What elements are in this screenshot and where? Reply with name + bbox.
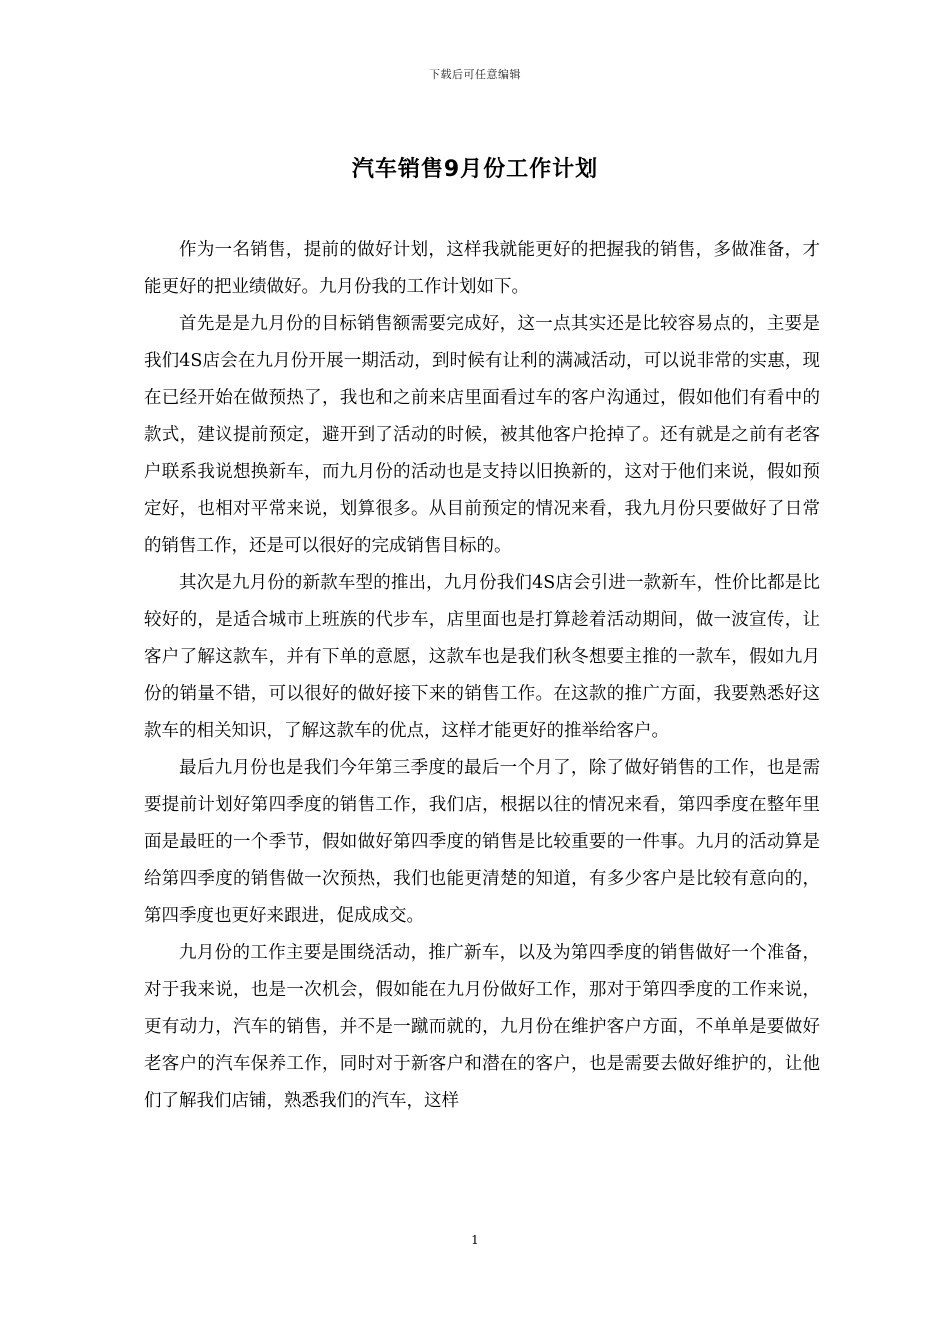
- paragraph-intro: 作为一名销售，提前的做好计划，这样我就能更好的把握我的销售，多做准备，才能更好的把业绩做好。九月份我的工作计划如下。: [144, 240, 820, 297]
- paragraph-fourth-quarter: 最后九月份也是我们今年第三季度的最后一个月了，除了做好销售的工作，也是需要提前计划好第四季度的销售工作，我们店，根据以往的情况来看，第四季度在整年里面是最旺的一个季节，假如做好第四季度的销售是比较重要的一件事。九月的活动算是给第四季度的销售做一次预热，我们也能更清楚的知道，有多少客户是比较有意向的，第四季度也更好来跟进，促成成交。: [144, 758, 820, 926]
- document-body: [144, 232, 820, 1120]
- paragraph-new-model: 其次是九月份的新款车型的推出，九月份我们4S店会引进一款新车，性价比都是比较好的，是适合城市上班族的代步车，店里面也是打算趁着活动期间，做一波宣传，让客户了解这款车，并有下单的意愿，这款车也是我们秋冬想要主推的一款车，假如九月份的销量不错，可以很好的做好接下来的销售工作。在这款的推广方面，我要熟悉好这款车的相关知识，了解这款车的优点，这样才能更好的推举给客户。: [144, 573, 820, 741]
- header-note: 下载后可任意编辑: [429, 68, 521, 81]
- paragraph-sales-target: 首先是是九月份的目标销售额需要完成好，这一点其实还是比较容易点的，主要是我们4S店会在九月份开展一期活动，到时候有让利的满减活动，可以说非常的实惠，现在已经开始在做预热了，我也和之前来店里面看过车的客户沟通过，假如他们有看中的款式，建议提前预定，避开到了活动的时候，被其他客户抢掉了。还有就是之前有老客户联系我说想换新车，而九月份的活动也是支持以旧换新的，这对于他们来说，假如预定好，也相对平常来说，划算很多。从目前预定的情况来看，我九月份只要做好了日常的销售工作，还是可以很好的完成销售目标的。: [144, 314, 820, 556]
- document-title: 汽车销售9月份工作计划: [351, 157, 599, 182]
- paragraph-summary: 九月份的工作主要是围绕活动，推广新车，以及为第四季度的销售做好一个准备，对于我来说，也是一次机会，假如能在九月份做好工作，那对于第四季度的工作来说，更有动力，汽车的销售，并不是一蹴而就的，九月份在维护客户方面，不单单是要做好老客户的汽车保养工作，同时对于新客户和潜在的客户，也是需要去做好维护的，让他们了解我们店铺，熟悉我们的汽车，这样: [144, 943, 820, 1111]
- page-number: 1: [471, 1233, 479, 1247]
